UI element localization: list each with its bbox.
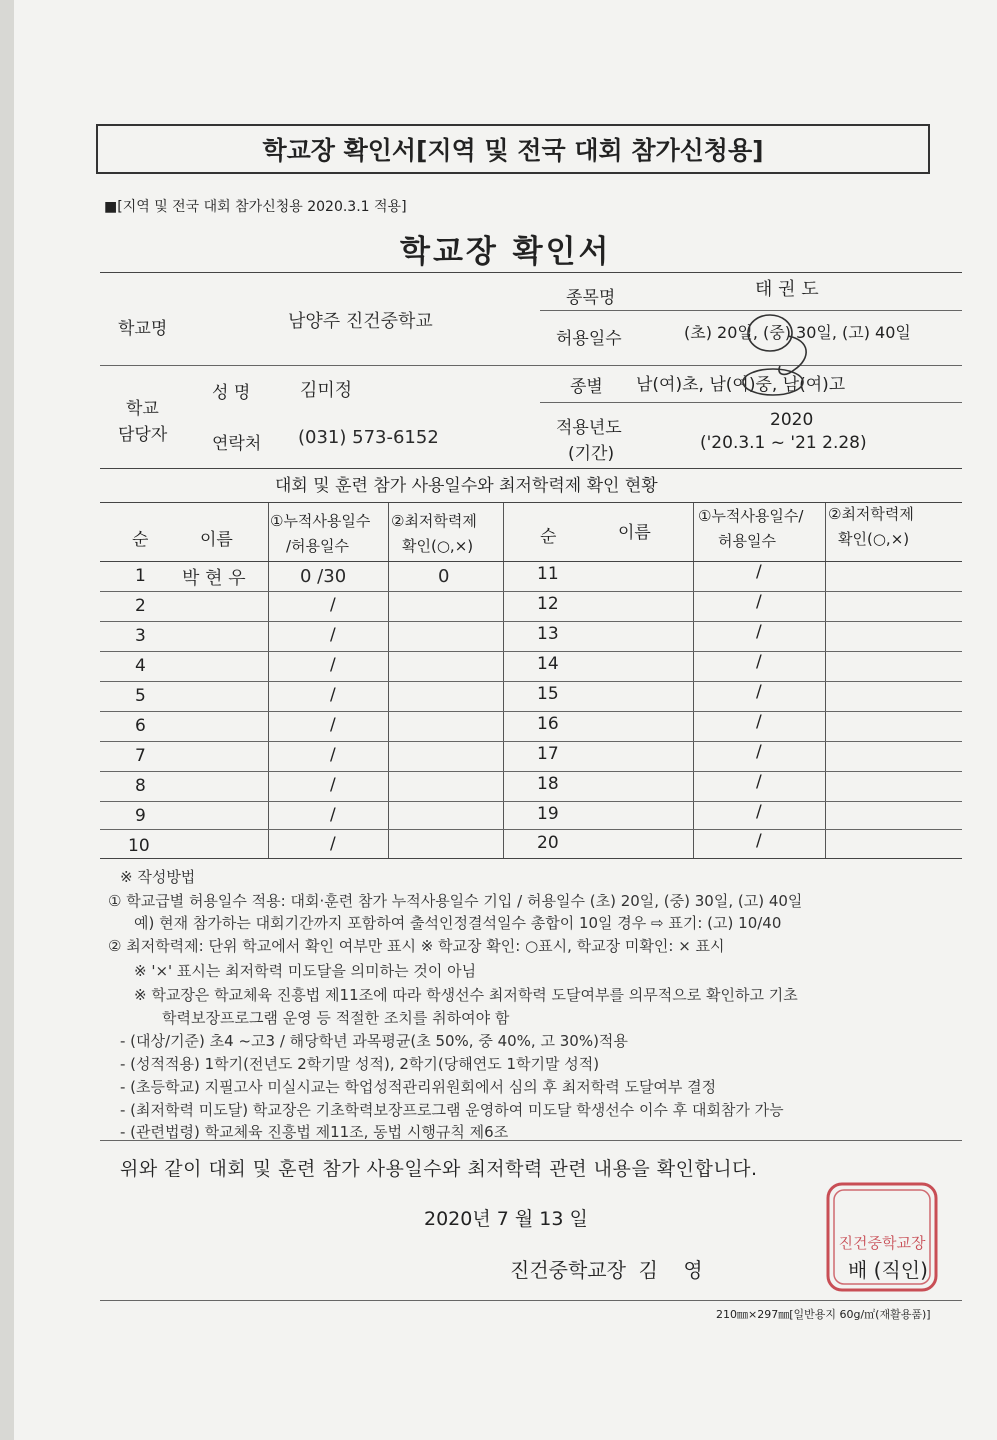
row-days: / (756, 772, 762, 792)
row-days: / (756, 622, 762, 642)
note-line: - (성적적용) 1학기(전년도 2학기말 성적), 2학기(당해연도 1학기말 성적) (120, 1055, 600, 1073)
row-no: 3 (135, 626, 146, 646)
notes-bottom-rule (100, 1140, 962, 1141)
header-row-rule (100, 561, 962, 562)
page-edge-shadow (0, 0, 14, 1440)
school-label: 학교명 (118, 319, 168, 339)
note-line: ※ 학교장은 학교체육 진흥법 제11조에 따라 학생선수 최저학력 도달여부를 의무적으로 확인하고 기초 (134, 986, 798, 1004)
row-no: 16 (537, 714, 559, 734)
header-acad-left-1: ②최저학력제 (391, 512, 477, 530)
row-no: 15 (537, 684, 559, 704)
note-line: - (초등학교) 지필고사 미실시교는 학업성적관리위원회에서 심의 후 최저학력 도달여부 결정 (120, 1078, 717, 1096)
info-top-rule (100, 272, 962, 273)
header-title-box: 학교장 확인서[지역 및 전국 대회 참가신청용] (96, 124, 930, 174)
header-acad-left-2: 확인(○,×) (402, 537, 474, 555)
contact-value: (031) 573-6152 (298, 427, 439, 448)
row-rule (100, 651, 962, 652)
header-no-right: 순 (540, 527, 557, 547)
row-no: 10 (128, 836, 150, 856)
row-days: / (330, 745, 336, 765)
header-name-right: 이름 (618, 523, 651, 543)
header-acad-right-2: 확인(○,×) (838, 530, 910, 548)
note-line: - (대상/기준) 초4 ~고3 / 해당학년 과목평균(초 50%, 중 40%, 고 30%)적용 (120, 1032, 628, 1050)
row-no: 1 (135, 566, 146, 586)
gender-label: 종별 (570, 377, 603, 397)
header-name-left: 이름 (200, 530, 233, 550)
row-days: / (330, 775, 336, 795)
row-no: 14 (537, 654, 559, 674)
form-version-note: ■[지역 및 전국 대회 참가신청용 2020.3.1 적용] (104, 199, 407, 215)
confirmation-statement: 위와 같이 대회 및 훈련 참가 사용일수와 최저학력 관련 내용을 확인합니다. (120, 1158, 758, 1180)
row-days: / (330, 834, 336, 854)
row-rule (100, 711, 962, 712)
gender-value: 남(여)초, 남(여)중, 남(여)고 (636, 375, 846, 395)
row-acad: 0 (438, 566, 450, 587)
row-name: 박 현 우 (182, 568, 246, 589)
row-rule (100, 621, 962, 622)
paper-spec: 210㎜×297㎜[일반용지 60g/㎡(재활용품)] (716, 1308, 931, 1321)
row-no: 8 (135, 776, 146, 796)
days-label: 허용일수 (556, 329, 622, 349)
name-value: 김미정 (300, 380, 353, 401)
row-no: 2 (135, 596, 146, 616)
row-days: / (330, 715, 336, 735)
note-line: ② 최저학력제: 단위 학교에서 확인 여부만 표시 ※ 학교장 확인: ○표시, 학교장 미확인: × 표시 (108, 937, 725, 955)
row-rule (100, 829, 962, 830)
contact-label: 연락처 (212, 434, 262, 454)
note-line: 예) 현재 참가하는 대회기간까지 포함하여 출석인정결석일수 총합이 10일 경우 ⇨ 표기: (고) 10/40 (134, 914, 782, 932)
official-seal-stamp (822, 1178, 942, 1296)
info-bottom-rule (100, 468, 962, 469)
document-title: 학교장 확인서 (400, 234, 612, 270)
notes-heading: ※ 작성방법 (120, 868, 196, 886)
row-no: 7 (135, 746, 146, 766)
row-no: 20 (537, 833, 559, 853)
year-value-line1: 2020 (770, 410, 814, 430)
year-label-line2: (기간) (568, 444, 615, 464)
table-title: 대회 및 훈련 참가 사용일수와 최저학력제 확인 현황 (275, 476, 658, 496)
footer-rule (100, 1300, 962, 1301)
row-rule (100, 741, 962, 742)
row-no: 12 (537, 594, 559, 614)
manager-label-line1: 학교 (126, 399, 159, 419)
row-no: 9 (135, 806, 146, 826)
name-label: 성 명 (212, 383, 251, 403)
header-acad-right-1: ②최저학력제 (828, 505, 914, 523)
row-no: 11 (537, 564, 559, 584)
row-no: 17 (537, 744, 559, 764)
row-days: / (330, 685, 336, 705)
row-no: 13 (537, 624, 559, 644)
header-days-left-1: ①누적사용일수 (270, 512, 371, 530)
row-no: 19 (537, 804, 559, 824)
row-days: / (330, 595, 336, 615)
manager-label-line2: 담당자 (118, 425, 168, 445)
days-value: (초) 20일, (중) 30일, (고) 40일 (684, 323, 911, 342)
principal-signature: 진건중학교장 김 영 (510, 1258, 703, 1282)
info-rule-mid (100, 365, 962, 366)
row-no: 6 (135, 716, 146, 736)
confirmation-date: 2020년 7 월 13 일 (424, 1208, 588, 1230)
row-days: / (756, 682, 762, 702)
row-days: 0 /30 (300, 566, 347, 587)
row-no: 4 (135, 656, 146, 676)
note-line: ① 학교급별 허용일수 적용: 대회·훈련 참가 누적사용일수 기입 / 허용일수 (초) 20일, (중) 30일, (고) 40일 (108, 892, 803, 910)
note-line: - (관련법령) 학교체육 진흥법 제11조, 동법 시행규칙 제6조 (120, 1123, 509, 1141)
header-days-right-2: 허용일수 (718, 532, 776, 550)
note-line: - (최저학력 미도달) 학교장은 기초학력보장프로그램 운영하여 미도달 학생선수 이수 후 대회참가 가능 (120, 1101, 784, 1119)
row-days: / (756, 831, 762, 851)
note-line: ※ '×' 표시는 최저학력 미도달을 의미하는 것이 아님 (134, 962, 477, 980)
row-days: / (756, 592, 762, 612)
header-days-left-2: /허용일수 (286, 537, 350, 555)
row-days: / (756, 742, 762, 762)
principal-signature-end: 배 (직인) (848, 1258, 928, 1282)
handwritten-circle-marks (740, 300, 820, 410)
year-value-line2: ('20.3.1 ~ '21 2.28) (700, 433, 867, 453)
header-no-left: 순 (132, 530, 149, 550)
sport-value: 태 권 도 (755, 279, 819, 300)
row-days: / (330, 625, 336, 645)
row-days: / (330, 655, 336, 675)
row-rule (100, 771, 962, 772)
row-days: / (756, 712, 762, 732)
row-days: / (330, 805, 336, 825)
note-line: 학력보장프로그램 운영 등 적절한 조치를 취하여야 함 (162, 1009, 510, 1027)
year-label-line1: 적용년도 (556, 418, 622, 438)
table-bottom-rule (100, 858, 962, 859)
row-no: 18 (537, 774, 559, 794)
row-no: 5 (135, 686, 146, 706)
header-days-right-1: ①누적사용일수/ (698, 507, 804, 525)
seal-text: 진건중학교장 (838, 1234, 926, 1252)
row-days: / (756, 652, 762, 672)
row-rule (100, 681, 962, 682)
sport-label: 종목명 (566, 288, 616, 308)
row-days: / (756, 802, 762, 822)
school-value: 남양주 진건중학교 (288, 311, 433, 332)
row-rule (100, 801, 962, 802)
row-days: / (756, 562, 762, 582)
row-rule (100, 591, 962, 592)
